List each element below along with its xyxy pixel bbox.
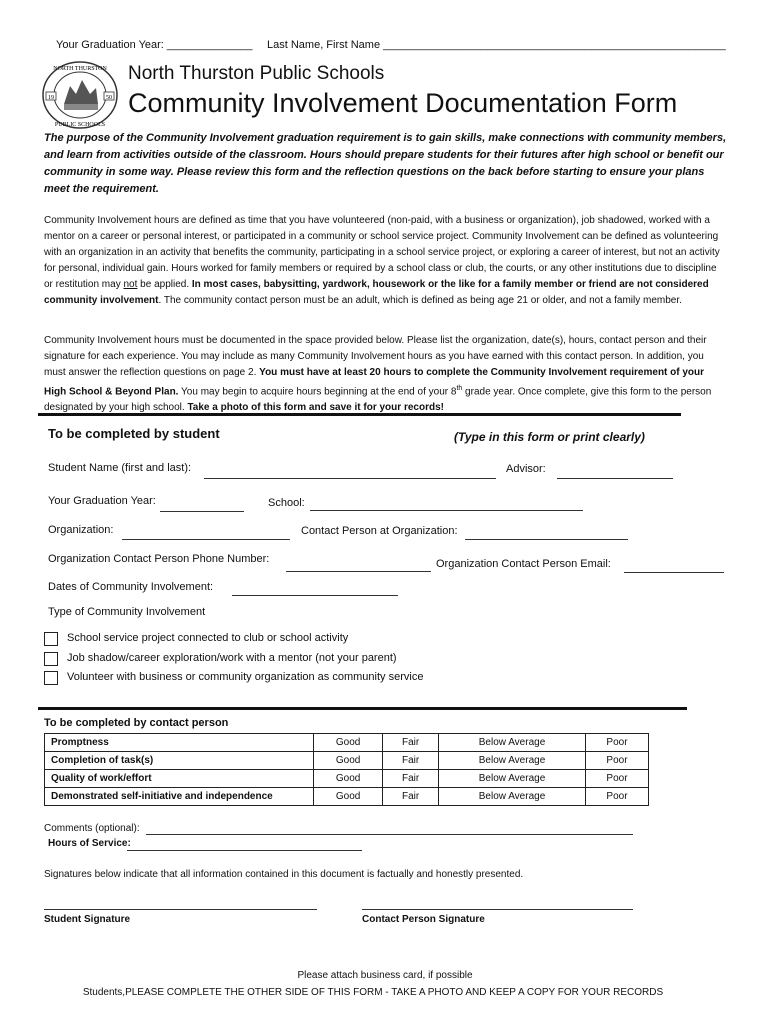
table-row [45, 734, 649, 752]
contact-phone-label: Organization Contact Person Phone Number: [48, 553, 270, 565]
seal-text-top: NORTH THURSTON [53, 66, 107, 72]
criterion-cell: Promptness [45, 734, 314, 752]
rating-fair[interactable]: Fair [383, 734, 439, 752]
table-row [45, 770, 649, 788]
rating-below-average[interactable]: Below Average [439, 770, 586, 788]
table-row [45, 752, 649, 770]
contact-person-field[interactable] [465, 539, 628, 540]
graduation-year-label: Your Graduation Year: [48, 495, 156, 507]
rating-good[interactable]: Good [314, 734, 383, 752]
student-signature-label: Student Signature [44, 914, 131, 925]
form-title: Community Involvement Documentation Form [128, 88, 678, 118]
contact-section-heading: To be completed by contact person [44, 717, 229, 729]
criterion-cell: Completion of task(s) [45, 752, 314, 770]
criterion-cell: Quality of work/effort [45, 770, 314, 788]
section-divider [38, 707, 687, 710]
type-note: (Type in this form or print clearly) [454, 430, 645, 444]
hours-label: Hours of Service: [48, 838, 131, 849]
graduation-year-field[interactable] [160, 511, 244, 512]
contact-email-field[interactable] [624, 572, 724, 573]
student-name-field[interactable] [204, 478, 496, 479]
criterion-cell: Demonstrated self-initiative and independence [45, 788, 314, 806]
seal-text-bottom: PUBLIC SCHOOLS [54, 122, 106, 128]
rating-poor[interactable]: Poor [585, 770, 648, 788]
rating-fair[interactable]: Fair [383, 752, 439, 770]
graduation-year-header: Your Graduation Year: ______________ [56, 39, 253, 51]
option-job-shadow: Job shadow/career exploration/work with a mentor (not your parent) [67, 652, 397, 664]
dates-field[interactable] [232, 595, 398, 596]
contact-person-label: Contact Person at Organization: [301, 525, 458, 537]
rating-poor[interactable]: Poor [585, 788, 648, 806]
rating-fair[interactable]: Fair [383, 770, 439, 788]
comments-field[interactable] [146, 834, 633, 835]
organization-label: Organization: [48, 524, 114, 536]
rating-poor[interactable]: Poor [585, 752, 648, 770]
rating-good[interactable]: Good [314, 770, 383, 788]
student-section-heading: To be completed by student [48, 426, 220, 441]
school-name: North Thurston Public Schools [128, 63, 385, 84]
comments-label: Comments (optional): [44, 823, 140, 834]
option-volunteer: Volunteer with business or community organization as community service [67, 671, 424, 683]
definition-paragraph: Community Involvement hours are defined as time that you have volunteered (non-paid, with a business or organization), job shadowed, worked with a mentor on a career or personal interest, or participated in a community or school service project. Community Involvement can be defined as volunteering with an organization in an activity that benefits the community, participating in a school service project, or exploring a career of interest, but not an activity for personal, individual gain. Hours worked for family members or required by a school class or club, the courts, or any other institutions due to discipline or restitution may not be applied. In most cases, babysitting, yardwork, housework or the like for a family member or friend are not considered community involvement. The community contact person must be an adult, which is defined as being age 21 or older, and not a family member. [44, 215, 720, 306]
advisor-field[interactable] [557, 478, 673, 479]
rating-good[interactable]: Good [314, 752, 383, 770]
rating-below-average[interactable]: Below Average [439, 752, 586, 770]
seal-year-left: 19 [48, 95, 54, 101]
organization-field[interactable] [122, 539, 290, 540]
district-seal-icon [40, 60, 120, 130]
rating-below-average[interactable]: Below Average [439, 734, 586, 752]
signature-note: Signatures below indicate that all information contained in this document is factually and honestly presented. [44, 869, 524, 880]
contact-signature-field[interactable] [362, 909, 633, 910]
contact-phone-field[interactable] [286, 571, 431, 572]
contact-signature-label: Contact Person Signature [362, 914, 485, 925]
footer-instructions: Students,PLEASE COMPLETE THE OTHER SIDE OF THIS FORM - TAKE A PHOTO AND KEEP A COPY FOR YOUR RECORDS [82, 987, 664, 998]
table-row [45, 788, 649, 806]
rating-fair[interactable]: Fair [383, 788, 439, 806]
option-school-service: School service project connected to club or school activity [67, 632, 349, 644]
purpose-statement: The purpose of the Community Involvement graduation requirement is to gain skills, make connections with community members, and learn from activities outside of the classroom. Hours should prepare students for their futures after high school or benefit our community in some way. Please review this form and the reflection questions on the back before starting to ensure your plans meet the requirement. [44, 132, 727, 195]
rating-poor[interactable]: Poor [585, 734, 648, 752]
dates-label: Dates of Community Involvement: [48, 581, 214, 593]
documentation-paragraph: Community Involvement hours must be documented in the space provided below. Please list the organization, date(s), hours, contact person and their signature for each experience. You may include as many Community Involvement hours as you have earned with this contact person. In addition, you must answer the reflection questions on page 2. You must have at least 20 hours to complete the Community Involvement requirement of your High School & Beyond Plan. You may begin to acquire hours beginning at the end of your 8th grade year. Once complete, give this form to the person designated by your high school. Take a photo of this form and save it for your records! [44, 335, 712, 414]
hours-field[interactable] [127, 850, 362, 851]
seal-year-right: 50 [106, 95, 112, 101]
footer-attach-note: Please attach business card, if possible [297, 970, 473, 981]
student-signature-field[interactable] [44, 909, 317, 910]
name-header: Last Name, First Name ________________________________________________________ [267, 39, 726, 51]
rating-good[interactable]: Good [314, 788, 383, 806]
checkbox-school-service[interactable] [44, 632, 58, 646]
school-label: School: [268, 497, 305, 509]
contact-email-label: Organization Contact Person Email: [436, 558, 611, 570]
checkbox-volunteer[interactable] [44, 671, 58, 685]
evaluation-table [44, 733, 649, 806]
checkbox-job-shadow[interactable] [44, 652, 58, 666]
school-field[interactable] [310, 510, 583, 511]
involvement-type-label: Type of Community Involvement [48, 606, 206, 618]
advisor-label: Advisor: [506, 463, 546, 475]
student-name-label: Student Name (first and last): [48, 462, 192, 474]
rating-below-average[interactable]: Below Average [439, 788, 586, 806]
section-divider [38, 413, 681, 416]
